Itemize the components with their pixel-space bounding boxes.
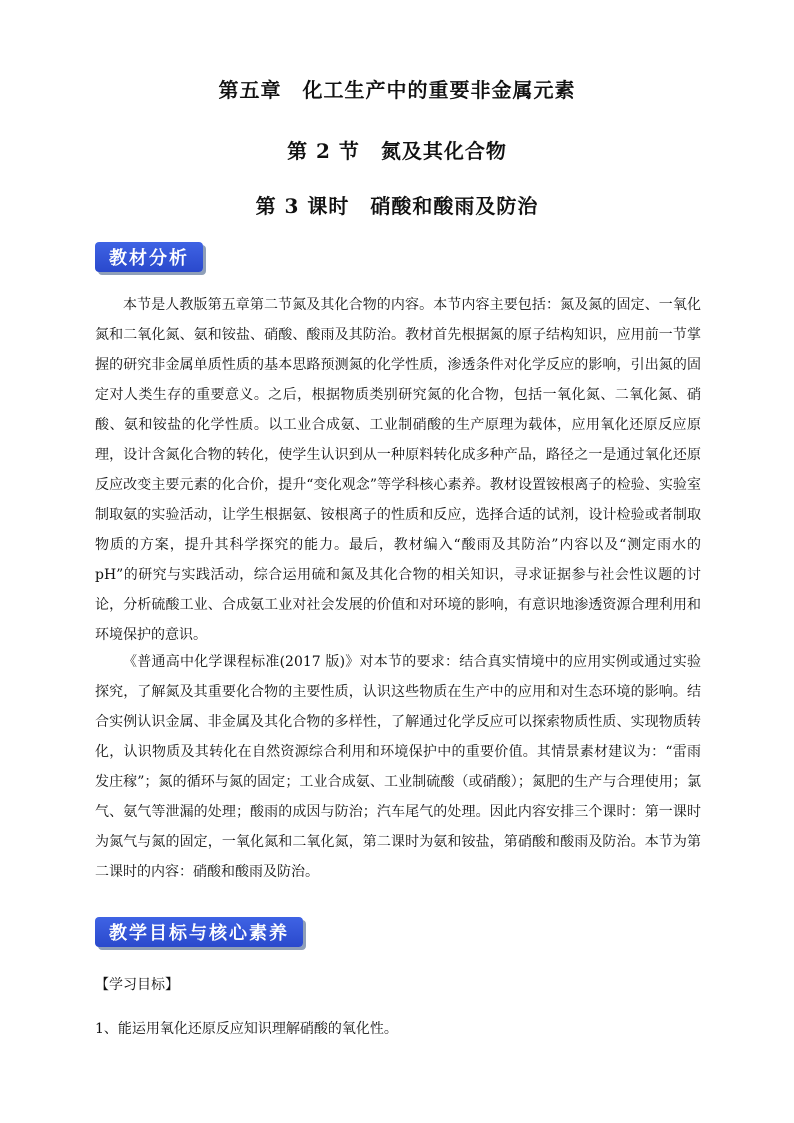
material-analysis-label: 教材分析 [109, 248, 189, 269]
learning-objective-item: 1、能运用氧化还原反应知识理解硝酸的氧化性。 [95, 1021, 398, 1037]
chapter-title: 第五章 化工生产中的重要非金属元素 [218, 78, 576, 102]
objectives-label: 教学目标与核心素养 [109, 923, 289, 944]
lesson-title: 第 3 课时 硝酸和酸雨及防治 [255, 194, 539, 218]
material-analysis-paragraph-1: 本节是人教版第五章第二节氮及其化合物的内容。本节内容主要包括：氮及氮的固定、一氧化氮和二氧化氮、氨和铵盐、硝酸、酸雨及其防治。教材首先根据氮的原子结构知识，应用前一节掌握的研究非金属单质性质的基本思路预测氮的化学性质，渗透条件对化学反应的影响，引出氮的固定对人类生存的重要意义。之后，根据物质类别研究氮的化合物，包括一氧化氮、二氧化氮、硝酸、氨和铵盐的化学性质。以工业合成氨、工业制硝酸的生产原理为载体，应用氧化还原反应原理，设计含氮化合物的转化，使学生认识到从一种原料转化成多种产品，路径之一是通过氧化还原反应改变主要元素的化合价，提升“变化观念”等学科核心素养。教材设置铵根离子的检验、实验室制取氨的实验活动，让学生根据氨、铵根离子的性质和反应，选择合适的试剂，设计检验或者制取物质的方案，提升其科学探究的能力。最后，教材编入“酸雨及其防治”内容以及“测定雨水的 pH”的研究与实践活动，综合运用硫和氮及其化合物的相关知识，寻求证据参与社会性议题的讨论，分析硫酸工业、合成氨工业对社会发展的价值和对环境的影响，有意识地渗透资源合理利用和环境保护的意识。 [95, 297, 701, 643]
learning-objectives-heading: 【学习目标】 [95, 977, 179, 993]
section-title: 第 2 节 氮及其化合物 [287, 139, 507, 163]
material-analysis-badge [95, 242, 203, 272]
material-analysis-paragraph-2: 《普通高中化学课程标准(2017 版)》对本节的要求：结合真实情境中的应用实例或通过实验探究，了解氮及其重要化合物的主要性质，认识这些物质在生产中的应用和对生态环境的影响。结合实例认识金属、非金属及其化合物的多样性，了解通过化学反应可以探索物质性质、实现物质转化，认识物质及其转化在自然资源综合利用和环境保护中的重要价值。其情景素材建议为：“雷雨发庄稼”；氮的循环与氮的固定；工业合成氨、工业制硫酸（或硝酸）；氮肥的生产与合理使用；氯气、氨气等泄漏的处理；酸雨的成因与防治；汽车尾气的处理。因此内容安排三个课时：第一课时为氮气与氮的固定，一氧化氮和二氧化氮，第二课时为氨和铵盐，第硝酸和酸雨及防治。本节为第二课时的内容：硝酸和酸雨及防治。 [95, 654, 701, 880]
objectives-badge [95, 917, 303, 947]
